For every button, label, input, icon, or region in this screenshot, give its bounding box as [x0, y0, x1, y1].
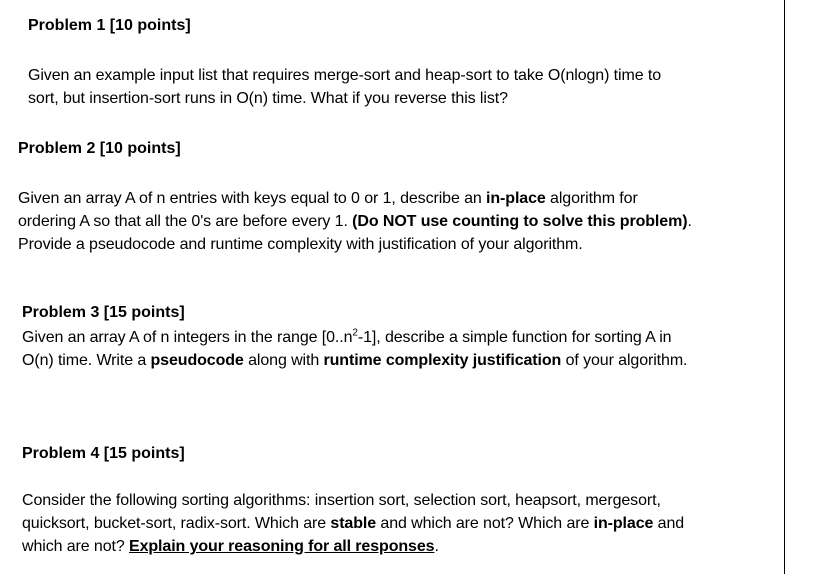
problem-4-line-2: quicksort, bucket-sort, radix-sort. Which are stable and which are not? Which are in-place and [22, 515, 685, 532]
problem-1-line-1: Given an example input list that requires merge-sort and heap-sort to take O(nlogn) time to [28, 67, 661, 84]
problem-3-title: Problem 3 [15 points] [22, 304, 185, 321]
problem-2-body [18, 187, 692, 256]
problem-3-line-2: O(n) time. Write a pseudocode along with runtime complexity justification of your algorithm. [22, 352, 688, 369]
in-place-emphasis-2: in-place [593, 515, 654, 532]
problem-3-body [22, 326, 687, 372]
page-border-line [784, 0, 785, 574]
no-counting-emphasis: (Do NOT use counting to solve this problem) [352, 213, 688, 230]
runtime-justification-emphasis: runtime complexity justification [323, 352, 562, 369]
problem-2-line-1: Given an array A of n entries with keys equal to 0 or 1, describe an in-place algorithm for [18, 190, 638, 207]
problem-2-line-3: Provide a pseudocode and runtime complexity with justification of your algorithm. [18, 236, 583, 253]
problem-2-title: Problem 2 [10 points] [18, 140, 181, 157]
problem-4-line-3: which are not? Explain your reasoning for all responses. [22, 538, 439, 555]
problem-4-body [22, 489, 684, 558]
problem-2-line-2: ordering A so that all the 0's are before every 1. (Do NOT use counting to solve this problem). [18, 213, 692, 230]
stable-emphasis: stable [330, 515, 377, 532]
problem-4-line-1: Consider the following sorting algorithms: insertion sort, selection sort, heapsort, mergesort, [22, 492, 661, 509]
problem-1-body [28, 64, 661, 110]
problem-1-line-2: sort, but insertion-sort runs in O(n) time. What if you reverse this list? [28, 90, 508, 107]
problem-3-line-1: Given an array A of n integers in the range $[0..n^2-1]$, describe a simple function for sorting A in [22, 327, 672, 346]
problem-4-title: Problem 4 [15 points] [22, 445, 185, 462]
in-place-emphasis: in-place [486, 190, 546, 207]
problem-1-title: Problem 1 [10 points] [28, 17, 191, 34]
pseudocode-emphasis: pseudocode [150, 352, 244, 369]
explain-reasoning-emphasis: Explain your reasoning for all responses [129, 538, 435, 555]
